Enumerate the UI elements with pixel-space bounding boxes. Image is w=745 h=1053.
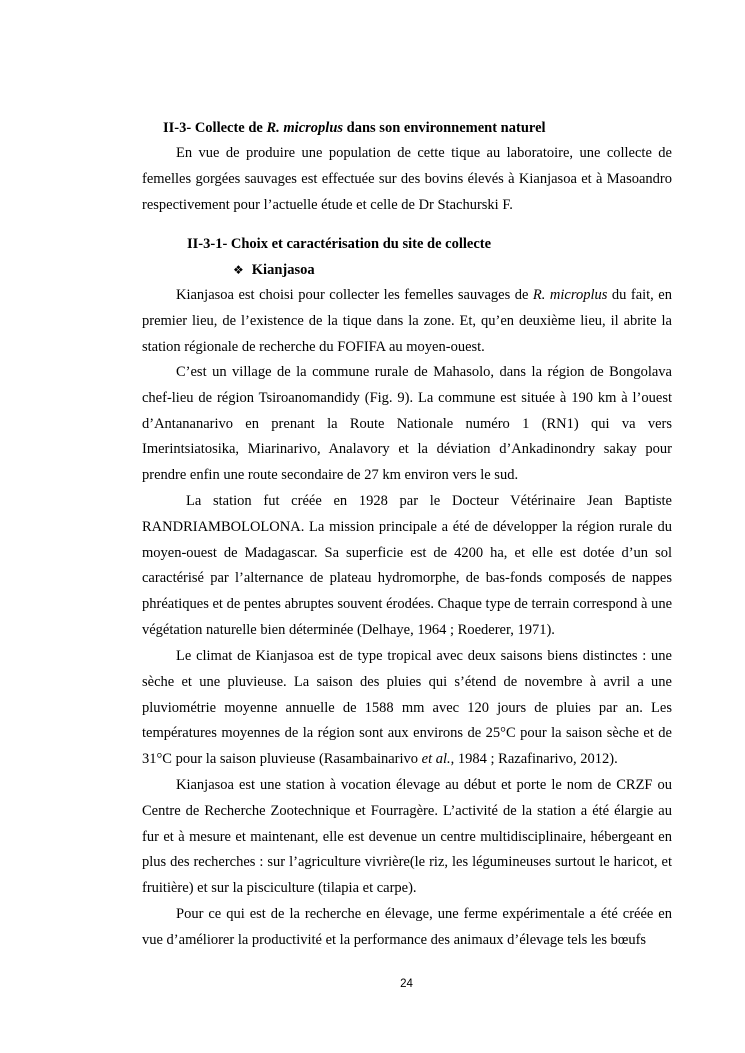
paragraph-3: La station fut créée en 1928 par le Docteur Vétérinaire Jean Baptiste RANDRIAMBOLOLONA. La mission principale a été de développer la région rurale du moyen-ouest de Madagascar. Sa superficie est de 4200 ha, et elle est dotée d’un sol caractérisé par l’alternance de plateau hydromorphe, de bas-fonds composés de nappes phréatiques et de pentes abruptes souvent érodées. Chaque type de terrain correspond à une végétation naturelle bien déterminée (Delhaye, 1964 ; Roederer, 1971). [142, 493, 672, 638]
bullet-heading [233, 260, 315, 280]
subsection-heading: II-3-1- Choix et caractérisation du site de collecte [187, 236, 492, 252]
page-number: 24 [400, 978, 413, 990]
section-heading: II-3- Collecte de R. microplus dans son environnement naturel [163, 120, 546, 136]
bullet-label: Kianjasoa [251, 262, 315, 278]
paragraph-1: Kianjasoa est choisi pour collecter les femelles sauvages de R. microplus du fait, en premier lieu, de l’existence de la tique dans la zone. Et, qu’en deuxième lieu, il abrite la station régionale de recherche du FOFIFA au moyen-ouest. [142, 287, 672, 355]
paragraph-6: Pour ce qui est de la recherche en élevage, une ferme expérimentale a été créée en vue d’améliorer la productivité et la performance des animaux d’élevage tels les bœufs [142, 906, 672, 948]
diamond-bullet-icon: ❖ [233, 263, 244, 277]
intro-paragraph: En vue de produire une population de cette tique au laboratoire, une collecte de femelles gorgées sauvages est effectuée sur des bovins élevés à Kianjasoa et à Masoandro respectivement pour l’actuelle étude et celle de Dr Stachurski F. [142, 145, 672, 213]
paragraph-5: Kianjasoa est une station à vocation élevage au début et porte le nom de CRZF ou Centre de Recherche Zootechnique et Fourragère. L’activité de la station a été élargie au fur et à mesure et maintenant, elle est devenue un centre multidisciplinaire, hébergeant en plus des recherches : sur l’agriculture vivrière(le riz, les légumineuses surtout le haricot, et fruitière) et sur la pisciculture (tilapia et carpe). [142, 777, 672, 897]
paragraph-2: C’est un village de la commune rurale de Mahasolo, dans la région de Bongolava chef-lieu de région Tsiroanomandidy (Fig. 9). La commune est située à 190 km à l’ouest d’Antananarivo en prenant la Route Nationale numéro 1 (RN1) qui va vers Imerintsiatosika, Miarinarivo, Analavory et la déviation d’Ankadinondry sakay pour prendre enfin une route secondaire de 27 km environ vers le sud. [142, 364, 672, 484]
paragraph-4: Le climat de Kianjasoa est de type tropical avec deux saisons biens distinctes : une sèche et une pluvieuse. La saison des pluies qui s’étend de novembre à avril a une pluviométrie moyenne annuelle de 1588 mm avec 120 jours de pluies par an. Les températures moyennes de la région sont aux environs de 25°C pour la saison sèche et de 31°C pour la saison pluvieuse (Rasambainarivo et al., 1984 ; Razafinarivo, 2012). [142, 648, 672, 768]
